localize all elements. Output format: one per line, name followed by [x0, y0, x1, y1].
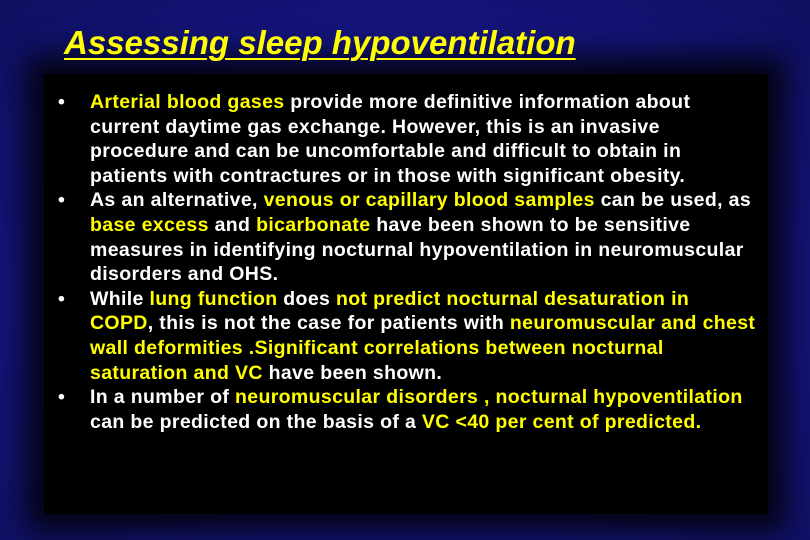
bullet-text: have been shown. — [262, 361, 443, 384]
highlighted-text: bicarbonate — [256, 213, 371, 236]
slide-title: Assessing sleep hypoventilation — [64, 24, 576, 61]
bullet-item — [58, 90, 758, 188]
highlighted-text: base excess — [90, 213, 209, 236]
bullet-text: have been shown to be sensitive measures in identifying nocturnal hypoventilation in neuromuscular disorders and OHS. — [90, 213, 744, 286]
highlighted-text: VC <40 per cent of predicted. — [421, 410, 702, 433]
highlighted-text: neuromuscular disorders , nocturnal hypoventilation — [235, 386, 743, 409]
highlighted-text: Arterial blood gases — [90, 91, 285, 113]
bullet-text: can be used, as — [594, 189, 752, 212]
bullet-item — [58, 385, 758, 434]
bullet-marker: • — [58, 189, 66, 212]
highlighted-text: neuromuscular and chest wall deformities .Significant correlations between nocturnal saturation and VC — [90, 312, 756, 384]
bullet-marker: • — [58, 91, 66, 113]
bullet-item — [58, 287, 758, 385]
bullet-text: provide more definitive information about current daytime gas exchange. However, this is an invasive procedure and can be uncomfortable and difficult to obtain in patients with contractures or in those with significant obesity. — [90, 91, 691, 187]
bullet-text: can be predicted on the basis of a — [90, 410, 422, 433]
bullet-text: and — [208, 213, 257, 236]
bullet-text: As an alternative, — [90, 189, 264, 212]
bullet-item — [58, 188, 758, 286]
bullet-text: While — [90, 287, 150, 310]
bullet-text: In a number of — [90, 386, 236, 409]
bullet-text: , this is not the case for patients with — [147, 312, 510, 335]
bullet-marker: • — [58, 386, 66, 409]
highlighted-text: not predict nocturnal desaturation in COPD — [90, 287, 690, 335]
highlighted-text: lung function — [149, 287, 278, 310]
highlighted-text: venous or capillary blood samples — [263, 189, 595, 212]
bullet-marker: • — [58, 287, 66, 310]
bullet-list — [58, 90, 758, 434]
bullet-text: does — [277, 287, 336, 310]
